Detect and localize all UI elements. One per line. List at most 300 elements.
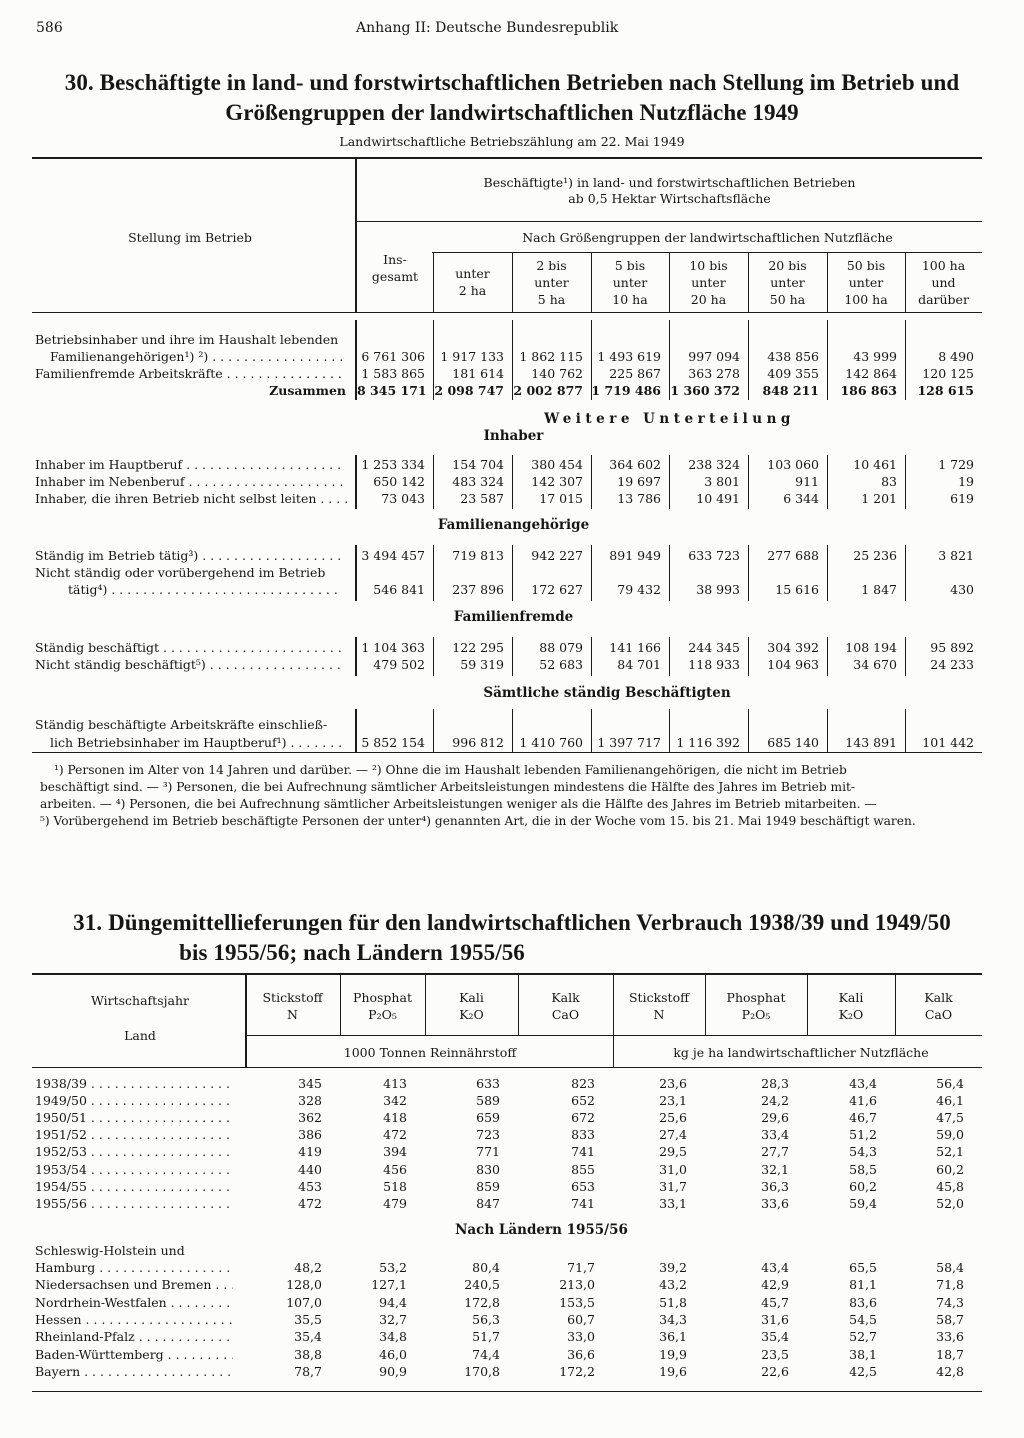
table-cell: 28,3 <box>761 1076 789 1091</box>
table-cell: 24 233 <box>930 657 974 672</box>
table-cell: 52,0 <box>936 1195 964 1211</box>
column-head: gesamt <box>371 269 419 284</box>
table-cell: 52,1 <box>936 1144 964 1160</box>
table-cell: 81,1 <box>849 1277 877 1293</box>
column-head: Stickstoff <box>262 990 323 1005</box>
table-cell: 891 949 <box>609 548 661 563</box>
table-cell: 456 <box>383 1161 407 1177</box>
column-head: 20 ha <box>690 292 727 307</box>
section-heading: Familienfremde <box>453 609 574 625</box>
table-cell: 6 344 <box>783 491 819 506</box>
table-cell: 172,8 <box>464 1294 500 1310</box>
table-cell: 225 867 <box>609 366 661 381</box>
table-cell: 51,2 <box>849 1127 877 1143</box>
table-cell: 633 723 <box>688 548 740 563</box>
row-label: Ständig beschäftigt . . . <box>35 640 343 656</box>
table-cell: 237 896 <box>452 582 504 597</box>
table-cell: 46,1 <box>936 1093 964 1109</box>
table-cell: 328 <box>298 1093 322 1109</box>
table-cell: 546 841 <box>373 582 425 597</box>
row-label: Familienangehörigen¹) ²) . . . <box>50 349 343 365</box>
table-cell: 24,2 <box>761 1093 789 1109</box>
table-cell: 589 <box>476 1093 500 1109</box>
table-cell: 723 <box>476 1127 500 1143</box>
row-label: 1938/39 . . . <box>35 1076 233 1092</box>
row-label: Rheinland-Pfalz . . . <box>35 1329 233 1345</box>
table30-stub-head: Stellung im Betrieb <box>128 230 252 245</box>
table-cell: 8 345 171 <box>357 383 427 398</box>
table-cell: 472 <box>298 1195 322 1211</box>
table-cell: 345 <box>298 1076 322 1091</box>
table-cell: 46,7 <box>849 1110 877 1126</box>
table-cell: 17 015 <box>539 491 583 506</box>
table-cell: 719 813 <box>452 548 504 563</box>
table30-group-head: Nach Größengruppen der landwirtschaftlichen Nutzfläche <box>522 230 893 245</box>
table-cell: 518 <box>383 1178 407 1194</box>
table-cell: 15 616 <box>775 582 819 597</box>
column-head: Stickstoff <box>628 990 689 1005</box>
table-cell: 107,0 <box>286 1294 322 1310</box>
table-cell: 413 <box>383 1076 407 1091</box>
row-label: Baden-Württemberg . . . <box>35 1347 233 1363</box>
table-cell: 58,4 <box>936 1260 964 1275</box>
column-head: Ins- <box>383 252 407 267</box>
table-cell: 94,4 <box>379 1294 407 1310</box>
table31-unit-2: kg je ha landwirtschaftlicher Nutzfläche <box>673 1045 929 1060</box>
table-cell: 142 864 <box>845 366 897 381</box>
footnote: ⁵) Vorübergehend im Betrieb beschäftigte Personen der unter⁴) genannten Art, die in der Woche vom 15. bis 21. Mai 1949 beschäftigt waren. <box>40 814 916 828</box>
table-cell: 65,5 <box>849 1260 877 1275</box>
column-head: 2 ha <box>458 283 487 298</box>
table-cell: 52 683 <box>539 657 583 672</box>
table-cell: 38,1 <box>849 1346 877 1362</box>
table-cell: 440 <box>298 1161 322 1177</box>
table-cell: 58,5 <box>849 1161 877 1177</box>
column-head: 100 ha <box>844 292 888 307</box>
table-cell: 27,4 <box>659 1127 687 1143</box>
table-cell: 1 253 334 <box>361 457 425 472</box>
table-cell: 672 <box>571 1110 595 1126</box>
column-head: unter <box>691 275 726 290</box>
table-cell: 52,7 <box>849 1329 877 1345</box>
table-cell: 104 963 <box>767 657 819 672</box>
row-label: Inhaber, die ihren Betrieb nicht selbst leiten . . . <box>35 491 353 507</box>
table-cell: 1 729 <box>938 457 974 472</box>
row-label: Nordrhein-Westfalen . . . <box>35 1295 233 1311</box>
column-head: K₂O <box>459 1007 484 1022</box>
table-cell: 1 116 392 <box>676 735 740 750</box>
table-cell: 33,6 <box>761 1195 789 1211</box>
footnote: arbeiten. — ⁴) Personen, die bei Aufrechnung sämtlicher Arbeitsleistungen weniger als die Hälfte des Jahres im Betrieb mitarbeiten. — <box>40 797 877 811</box>
row-label: Ständig beschäftigte Arbeitskräfte einschließ- <box>35 717 328 732</box>
table-cell: 10 461 <box>853 457 897 472</box>
table-cell: 103 060 <box>767 457 819 472</box>
table-cell: 342 <box>383 1093 407 1109</box>
table-cell: 1 862 115 <box>519 349 583 364</box>
table-cell: 32,1 <box>761 1161 789 1177</box>
table-cell: 23,1 <box>659 1093 687 1109</box>
table-cell: 122 295 <box>452 640 504 655</box>
table31-stub-head-2: Land <box>124 1028 156 1043</box>
table-cell: 1 493 619 <box>597 349 661 364</box>
footnote: beschäftigt sind. — ³) Personen, die bei Aufrechnung sämtlicher Arbeitsleistungen mindestens die Hälfte des Jahres im Betrieb mit- <box>40 780 855 794</box>
row-label: Nicht ständig beschäftigt⁵) . . . <box>35 657 343 673</box>
table-cell: 833 <box>571 1127 595 1143</box>
table-cell: 240,5 <box>464 1277 500 1293</box>
table-cell: 118 933 <box>688 657 740 672</box>
row-label: Schleswig-Holstein und <box>35 1243 185 1258</box>
table-cell: 1 847 <box>861 582 897 597</box>
table-cell: 23,5 <box>761 1346 789 1362</box>
table-cell: 1 410 760 <box>519 735 583 750</box>
table-cell: 60,2 <box>849 1178 877 1194</box>
table-cell: 80,4 <box>472 1260 500 1275</box>
table-cell: 1 360 372 <box>670 383 740 398</box>
row-label: 1952/53 . . . <box>35 1144 233 1160</box>
table-cell: 911 <box>795 474 819 489</box>
table-cell: 2 002 877 <box>513 383 583 398</box>
table-cell: 43 999 <box>853 349 897 364</box>
table-cell: 997 094 <box>688 349 740 364</box>
table-cell: 186 863 <box>840 383 897 398</box>
column-head: Phosphat <box>726 990 786 1005</box>
table-cell: 19 697 <box>617 474 661 489</box>
row-label: Nicht ständig oder vorübergehend im Betrieb <box>35 565 326 580</box>
table-cell: 78,7 <box>294 1363 322 1379</box>
table-cell: 71,8 <box>936 1277 964 1293</box>
table-cell: 74,3 <box>936 1294 964 1310</box>
table-cell: 859 <box>476 1178 500 1194</box>
rule <box>32 973 982 975</box>
table-cell: 33,4 <box>761 1127 789 1143</box>
table-cell: 29,5 <box>659 1144 687 1160</box>
table-cell: 19,9 <box>659 1346 687 1362</box>
table-cell: 394 <box>383 1144 407 1160</box>
row-label: Ständig im Betrieb tätig³) . . . <box>35 548 343 564</box>
column-head: 50 bis <box>846 258 886 273</box>
table-cell: 479 502 <box>373 657 425 672</box>
table-cell: 942 227 <box>531 548 583 563</box>
table-cell: 1 201 <box>861 491 897 506</box>
table-cell: 90,9 <box>379 1363 407 1379</box>
table-cell: 650 142 <box>373 474 425 489</box>
table-cell: 418 <box>383 1110 407 1126</box>
table-cell: 453 <box>298 1178 322 1194</box>
table-cell: 34 670 <box>853 657 897 672</box>
table-cell: 42,5 <box>849 1363 877 1379</box>
rule <box>32 1391 982 1392</box>
table-cell: 31,7 <box>659 1178 687 1194</box>
column-head: K₂O <box>838 1007 864 1022</box>
row-label: Bayern . . . <box>35 1364 233 1380</box>
column-head: P₂O₅ <box>368 1007 397 1022</box>
table-cell: 823 <box>571 1076 595 1091</box>
table-cell: 35,4 <box>761 1329 789 1345</box>
column-head: und <box>931 275 956 290</box>
section-heading: Inhaber <box>483 428 544 444</box>
row-label: Hessen . . . <box>35 1312 233 1328</box>
table-cell: 56,3 <box>472 1311 500 1327</box>
table-cell: 36,3 <box>761 1178 789 1194</box>
table-cell: 1 719 486 <box>591 383 661 398</box>
row-label: Familienfremde Arbeitskräfte . . . <box>35 366 343 382</box>
table-cell: 60,2 <box>936 1161 964 1177</box>
table-cell: 54,3 <box>849 1144 877 1160</box>
table-cell: 71,7 <box>567 1260 595 1275</box>
table-cell: 430 <box>950 582 974 597</box>
table-cell: 848 211 <box>762 383 819 398</box>
column-head: unter <box>848 275 884 290</box>
table-cell: 659 <box>476 1110 500 1126</box>
table30-span-head-1: Beschäftigte¹) in land- und forstwirtschaftlichen Betrieben <box>483 175 856 190</box>
table-cell: 59 319 <box>460 657 504 672</box>
column-head: Kali <box>459 990 484 1005</box>
table-cell: 386 <box>298 1127 322 1143</box>
section-heading: Nach Ländern 1955/56 <box>455 1222 628 1238</box>
table-cell: 38,8 <box>294 1346 322 1362</box>
table-cell: 45,7 <box>761 1294 789 1310</box>
column-head: P₂O₅ <box>741 1007 771 1022</box>
table-cell: 56,4 <box>936 1076 964 1091</box>
table-cell: 33,0 <box>567 1329 595 1345</box>
row-label: 1954/55 . . . <box>35 1179 233 1195</box>
table-cell: 73 043 <box>381 491 425 506</box>
table-cell: 483 324 <box>452 474 504 489</box>
table-cell: 172,2 <box>559 1363 595 1379</box>
table-cell: 45,8 <box>936 1178 964 1194</box>
table31-unit-1: 1000 Tonnen Reinnährstoff <box>343 1045 517 1060</box>
table-cell: 362 <box>298 1110 322 1126</box>
column-head: Phosphat <box>353 990 412 1005</box>
table-cell: 3 494 457 <box>361 548 425 563</box>
table-cell: 855 <box>571 1161 595 1177</box>
table-cell: 59,4 <box>849 1195 877 1211</box>
row-label: 1949/50 . . . <box>35 1093 233 1109</box>
table-cell: 128,0 <box>286 1277 322 1293</box>
column-head: darüber <box>918 292 969 307</box>
table-cell: 43,4 <box>761 1260 789 1275</box>
table31-title-line1: 31. Düngemittellieferungen für den landwirtschaftlichen Verbrauch 1938/39 und 1949/50 <box>73 910 951 935</box>
table-cell: 10 491 <box>696 491 740 506</box>
table-cell: 43,4 <box>849 1076 877 1091</box>
rule <box>32 1067 982 1068</box>
table-cell: 653 <box>571 1178 595 1194</box>
table-cell: 59,0 <box>936 1127 964 1143</box>
column-head: CaO <box>924 1007 953 1022</box>
table-cell: 419 <box>298 1144 322 1160</box>
table-cell: 38 993 <box>696 582 740 597</box>
table-cell: 84 701 <box>617 657 661 672</box>
table-cell: 128 615 <box>917 383 974 398</box>
table-cell: 42,8 <box>936 1363 964 1379</box>
row-label: Zusammen <box>269 383 346 398</box>
column-head: 100 ha <box>921 258 966 273</box>
table-cell: 633 <box>476 1076 500 1091</box>
table-cell: 48,2 <box>294 1260 322 1275</box>
table-cell: 771 <box>476 1144 500 1160</box>
row-label: Inhaber im Hauptberuf . . . <box>35 457 343 473</box>
page-number: 586 <box>36 20 63 36</box>
table-cell: 27,7 <box>761 1144 789 1160</box>
row-label: 1950/51 . . . <box>35 1110 233 1126</box>
table-cell: 830 <box>476 1161 500 1177</box>
table-cell: 51,7 <box>472 1329 500 1345</box>
table-cell: 1 397 717 <box>597 735 661 750</box>
running-title: Anhang II: Deutsche Bundesrepublik <box>356 20 619 36</box>
column-head: 2 bis <box>536 258 567 273</box>
table-cell: 277 688 <box>767 548 819 563</box>
table-cell: 88 079 <box>539 640 583 655</box>
table-cell: 83 <box>881 474 897 489</box>
table-cell: 51,8 <box>659 1294 687 1310</box>
table30-span-head-2: ab 0,5 Hektar Wirtschaftsfläche <box>568 191 771 206</box>
table-cell: 31,6 <box>761 1311 789 1327</box>
table-cell: 108 194 <box>845 640 897 655</box>
table-cell: 83,6 <box>849 1294 877 1310</box>
table-cell: 35,5 <box>294 1311 322 1327</box>
table-cell: 33,6 <box>936 1329 964 1345</box>
table-cell: 154 704 <box>452 457 504 472</box>
column-head: Kali <box>838 990 864 1005</box>
section-heading: Weitere Unterteilung <box>544 411 795 427</box>
column-head: unter <box>770 275 805 290</box>
column-head: 50 ha <box>769 292 806 307</box>
table-cell: 22,6 <box>761 1363 789 1379</box>
rule <box>32 752 982 753</box>
table-cell: 43,2 <box>659 1277 687 1293</box>
row-label: tätig⁴) . . . <box>68 582 343 598</box>
column-head: N <box>653 1007 665 1022</box>
table-cell: 36,1 <box>659 1329 687 1345</box>
table-cell: 153,5 <box>559 1294 595 1310</box>
table-cell: 79 432 <box>617 582 661 597</box>
column-head: unter <box>612 275 648 290</box>
table31-stub-head-1: Wirtschaftsjahr <box>91 993 189 1008</box>
table-cell: 31,0 <box>659 1161 687 1177</box>
table-cell: 170,8 <box>464 1363 500 1379</box>
table-cell: 120 125 <box>922 366 974 381</box>
column-head: 5 bis <box>614 258 646 273</box>
table-cell: 34,8 <box>379 1329 407 1345</box>
row-label: lich Betriebsinhaber im Hauptberuf¹) . . . <box>50 735 343 751</box>
table-cell: 438 856 <box>767 349 819 364</box>
rule <box>432 252 982 253</box>
table-cell: 5 852 154 <box>361 735 425 750</box>
table-cell: 35,4 <box>294 1329 322 1345</box>
table-cell: 25,6 <box>659 1110 687 1126</box>
table-cell: 41,6 <box>849 1093 877 1109</box>
table-cell: 34,3 <box>659 1311 687 1327</box>
table-cell: 142 307 <box>531 474 583 489</box>
column-head: Kalk <box>551 990 580 1005</box>
table-cell: 213,0 <box>559 1277 595 1293</box>
table-cell: 2 098 747 <box>434 383 504 398</box>
table-cell: 472 <box>383 1127 407 1143</box>
table-cell: 19,6 <box>659 1363 687 1379</box>
table30-title-line1: 30. Beschäftigte in land- und forstwirtschaftlichen Betrieben nach Stellung im Betrieb und <box>64 70 960 95</box>
table-cell: 25 236 <box>853 548 897 563</box>
table-cell: 23,6 <box>659 1076 687 1091</box>
table-cell: 1 917 133 <box>440 349 504 364</box>
rule <box>32 312 982 313</box>
table-cell: 8 490 <box>938 349 974 364</box>
row-label: Niedersachsen und Bremen . . . <box>35 1277 233 1293</box>
column-head: 5 ha <box>537 292 566 307</box>
table-cell: 996 812 <box>452 735 504 750</box>
row-label: Betriebsinhaber und ihre im Haushalt lebenden <box>35 332 339 347</box>
table-cell: 6 761 306 <box>361 349 425 364</box>
table-cell: 363 278 <box>688 366 740 381</box>
table-cell: 13 786 <box>617 491 661 506</box>
table-cell: 409 355 <box>767 366 819 381</box>
rule <box>356 221 982 222</box>
row-label: Inhaber im Nebenberuf . . . <box>35 474 343 490</box>
table-cell: 172 627 <box>531 582 583 597</box>
footnote: ¹) Personen im Alter von 14 Jahren und darüber. — ²) Ohne die im Haushalt lebenden Familienangehörigen, die nicht im Betrieb <box>54 763 847 777</box>
table-cell: 364 602 <box>609 457 661 472</box>
column-head: unter <box>534 275 569 290</box>
table-cell: 652 <box>571 1093 595 1109</box>
table-cell: 3 821 <box>938 548 974 563</box>
table-cell: 53,2 <box>379 1260 407 1275</box>
table-cell: 32,7 <box>379 1311 407 1327</box>
table-cell: 95 892 <box>930 640 974 655</box>
table-cell: 140 762 <box>531 366 583 381</box>
column-head: Kalk <box>924 990 953 1005</box>
table-cell: 29,6 <box>761 1110 789 1126</box>
table-cell: 23 587 <box>460 491 504 506</box>
row-label: Hamburg . . . <box>35 1260 233 1276</box>
table-cell: 101 442 <box>922 735 974 750</box>
table-cell: 18,7 <box>936 1346 964 1362</box>
row-label: 1953/54 . . . <box>35 1162 233 1178</box>
section-heading: Sämtliche ständig Beschäftigten <box>483 685 731 701</box>
table-cell: 60,7 <box>567 1311 595 1327</box>
table-cell: 54,5 <box>849 1311 877 1327</box>
table-cell: 42,9 <box>761 1277 789 1293</box>
table-cell: 304 392 <box>767 640 819 655</box>
rule <box>32 157 982 159</box>
table-cell: 19 <box>958 474 974 489</box>
table-cell: 1 104 363 <box>361 640 425 655</box>
table-cell: 1 583 865 <box>361 366 425 381</box>
table30-title-line2: Größengruppen der landwirtschaftlichen Nutzfläche 1949 <box>225 100 799 125</box>
table-cell: 181 614 <box>452 366 504 381</box>
column-head: unter <box>455 266 490 281</box>
column-head: CaO <box>551 1007 580 1022</box>
table-cell: 619 <box>950 491 974 506</box>
table-cell: 74,4 <box>472 1346 500 1362</box>
row-label: 1955/56 . . . <box>35 1196 233 1212</box>
row-label: 1951/52 . . . <box>35 1127 233 1143</box>
table-cell: 143 891 <box>845 735 897 750</box>
table-cell: 3 801 <box>704 474 740 489</box>
table-cell: 741 <box>571 1195 595 1211</box>
table-cell: 33,1 <box>659 1195 687 1211</box>
table-cell: 47,5 <box>936 1110 964 1126</box>
table-cell: 141 166 <box>609 640 661 655</box>
table-cell: 479 <box>383 1195 407 1211</box>
table30-subtitle: Landwirtschaftliche Betriebszählung am 22. Mai 1949 <box>339 134 685 149</box>
table-cell: 244 345 <box>688 640 740 655</box>
section-heading: Familienangehörige <box>437 517 590 533</box>
table-cell: 39,2 <box>659 1260 687 1275</box>
table-cell: 127,1 <box>371 1277 407 1293</box>
table-cell: 58,7 <box>936 1311 964 1327</box>
table-cell: 46,0 <box>379 1346 407 1362</box>
column-head: 10 ha <box>612 292 648 307</box>
column-head: 20 bis <box>768 258 807 273</box>
